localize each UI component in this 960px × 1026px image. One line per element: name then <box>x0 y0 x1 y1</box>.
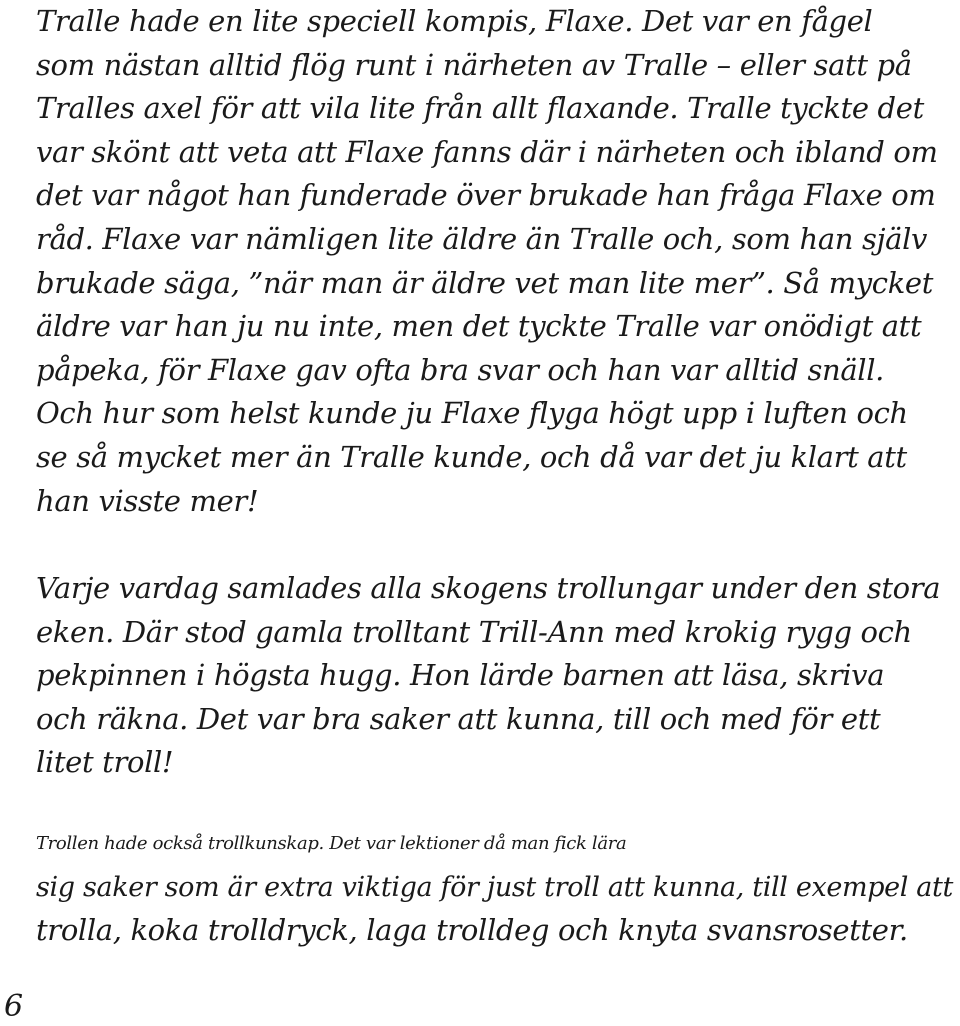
paragraph-troll-lessons <box>36 822 953 953</box>
text-line: och räkna. Det var bra saker att kunna, till och med för ett <box>36 701 881 736</box>
text-line: han visste mer! <box>36 483 259 518</box>
text-line: Varje vardag samlades alla skogens trollungar under den stora <box>36 571 941 605</box>
text-line: se så mycket mer än Tralle kunde, och då var det ju klart att <box>36 439 907 474</box>
text-line: sig saker som är extra viktiga för just troll att kunna, till exempel att <box>36 871 954 903</box>
page-number: 6 <box>4 989 24 1024</box>
text-line: litet troll! <box>36 745 174 780</box>
text-line: brukade säga, ”när man är äldre vet man lite mer”. Så mycket <box>36 265 934 300</box>
text-line: äldre var han ju nu inte, men det tyckte Tralle var onödigt att <box>36 309 922 344</box>
text-line: pekpinnen i högsta hugg. Hon lärde barnen att läsa, skriva <box>36 658 885 693</box>
text-line: råd. Flaxe var nämligen lite äldre än Tralle och, som han själv <box>36 221 928 256</box>
text-line: var skönt att veta att Flaxe fanns där i närheten och ibland om <box>36 134 938 169</box>
text-line: Tralles axel för att vila lite från allt flaxande. Tralle tyckte det <box>36 91 924 126</box>
paragraph-flaxe <box>36 0 938 523</box>
text-line: som nästan alltid flög runt i närheten av Tralle – eller satt på <box>36 47 912 82</box>
text-line: trolla, koka trolldryck, laga trolldeg och knyta svansrosetter. <box>36 913 908 948</box>
text-line: det var något han funderade över brukade han fråga Flaxe om <box>36 178 936 213</box>
text-line: Tralle hade en lite speciell kompis, Flaxe. Det var en fågel <box>36 4 873 38</box>
text-line: eken. Där stod gamla trolltant Trill-Ann med krokig rygg och <box>36 614 912 649</box>
paragraph-school <box>36 567 940 785</box>
text-line: Trollen hade också trollkunskap. Det var lektioner då man fick lära <box>36 833 627 854</box>
text-line: Och hur som helst kunde ju Flaxe flyga högt upp i luften och <box>36 396 908 431</box>
text-line: påpeka, för Flaxe gav ofta bra svar och han var alltid snäll. <box>36 352 884 387</box>
